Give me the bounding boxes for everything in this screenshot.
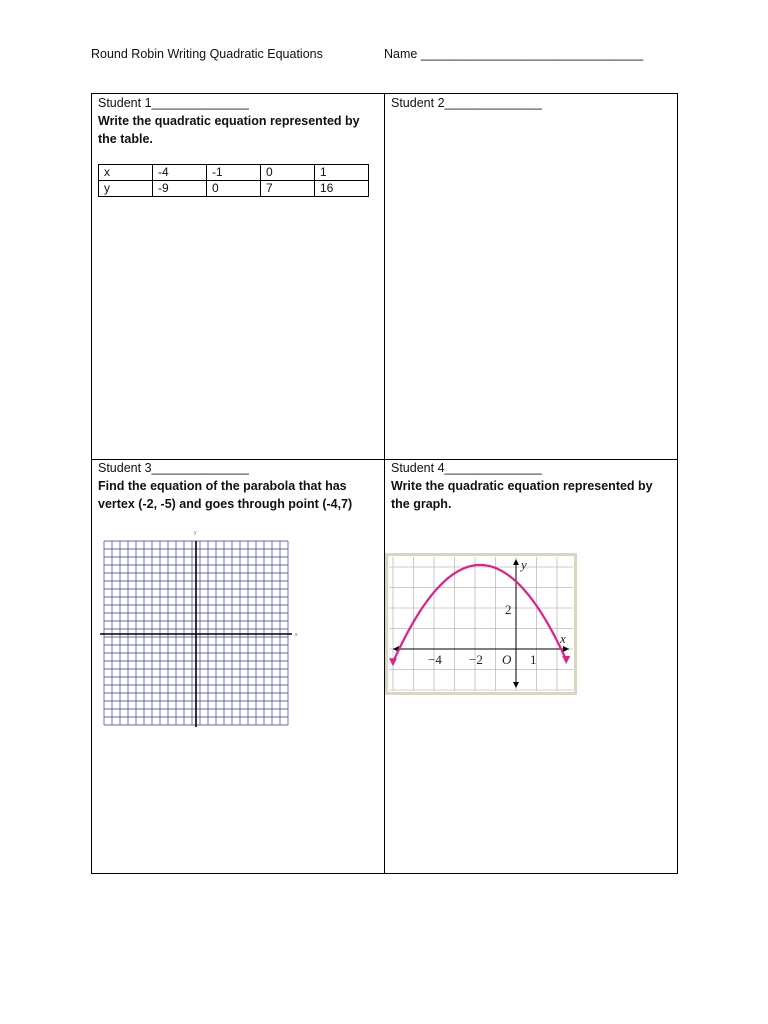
vertical-divider (384, 94, 385, 873)
y-tick-label-2: 2 (505, 602, 512, 617)
table-cell: 0 (207, 181, 261, 197)
x-tick-label-1: 1 (530, 652, 537, 667)
x-tick-label-neg4: −4 (428, 652, 442, 667)
blank-coordinate-grid (100, 527, 300, 732)
student-3-prompt: Find the equation of the parabola that has vertex (-2, -5) and goes through point (-4,7) (98, 479, 353, 511)
parabola-graph (385, 553, 577, 695)
table-cell: 1 (315, 165, 369, 181)
worksheet-grid (91, 93, 678, 874)
student-4-prompt: Write the quadratic equation represented by the graph. (391, 479, 653, 511)
student-2-label: Student 2______________ (391, 96, 542, 110)
table-cell: y (99, 181, 153, 197)
table-cell: -4 (153, 165, 207, 181)
student-4-label: Student 4______________ (391, 461, 542, 475)
student-1-prompt: Write the quadratic equation represented by the table. (98, 114, 360, 146)
xy-table (98, 164, 369, 197)
worksheet-title: Round Robin Writing Quadratic Equations (91, 47, 323, 61)
x-axis-var-label: x (560, 631, 566, 646)
cell-student-4 (391, 459, 673, 513)
student-3-label: Student 3______________ (98, 461, 249, 475)
table-cell: 16 (315, 181, 369, 197)
cell-student-1 (98, 94, 378, 148)
name-field-label: Name ________________________________ (384, 47, 644, 61)
table-row-x (99, 165, 369, 181)
table-row-y (99, 181, 369, 197)
cell-student-3 (98, 459, 368, 513)
table-cell: x (99, 165, 153, 181)
y-axis-label: y (194, 530, 197, 536)
student-1-label: Student 1______________ (98, 96, 249, 110)
x-axis-label: x (295, 632, 298, 638)
origin-label: O (502, 652, 512, 667)
table-cell: 0 (261, 165, 315, 181)
table-cell: 7 (261, 181, 315, 197)
x-tick-label-neg2: −2 (469, 652, 483, 667)
cell-student-2 (391, 94, 673, 112)
table-cell: -1 (207, 165, 261, 181)
y-axis-var-label: y (521, 557, 527, 572)
table-cell: -9 (153, 181, 207, 197)
